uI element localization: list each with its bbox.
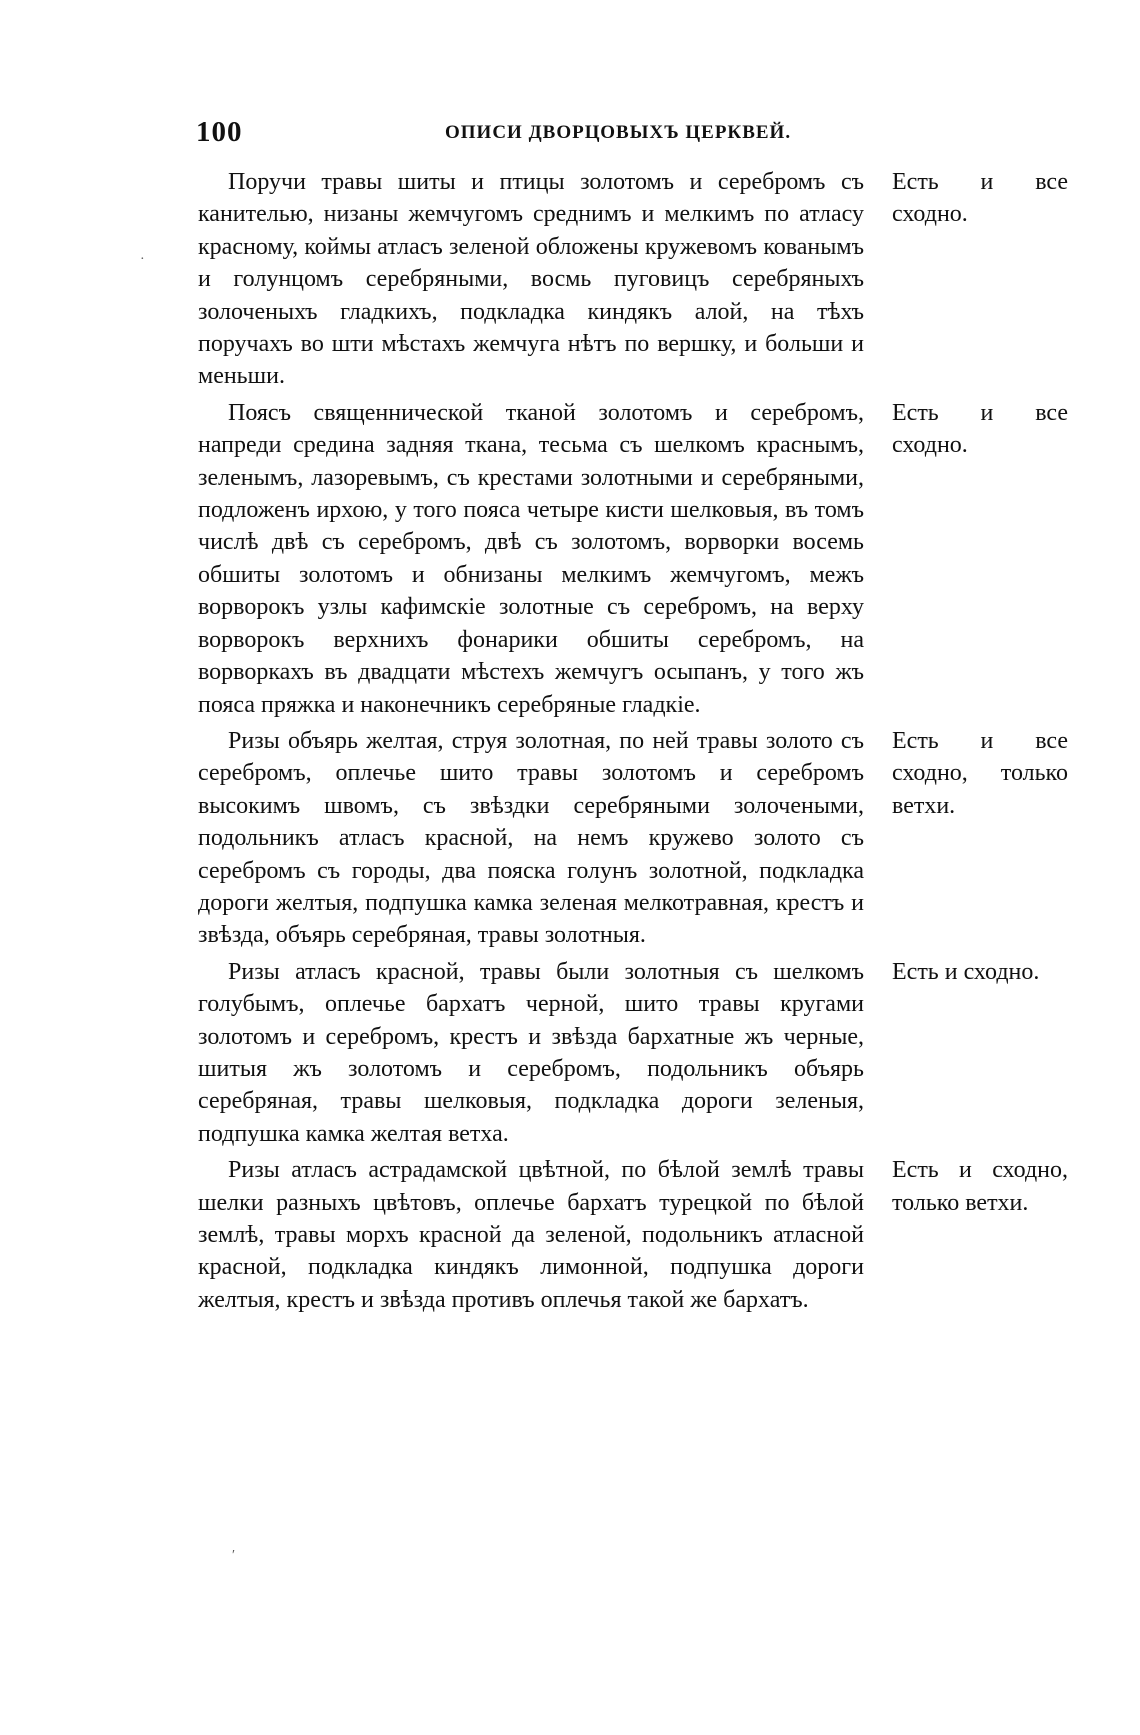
print-speck: · — [140, 252, 145, 267]
entry-verification-note: Есть и все сходно. — [892, 169, 1068, 228]
entry-verification-note: Есть и все сходно, только ветхи. — [892, 727, 1068, 819]
page-number: 100 — [196, 116, 243, 148]
inventory-entry — [198, 956, 1068, 1150]
entry-description: Ризы атласъ астрадамской цвѣтной, по бѣлой землѣ травы шелки разныхъ цвѣтовъ, оплечье бархатъ турецкой по бѣлой землѣ, травы морхъ красной да зеленой, подольникъ атласной красной, подкладка киндякъ лимонной, подпушка дороги желтыя, крестъ и звѣзда противъ оплечья такой же бархатъ. — [198, 1157, 864, 1313]
running-title: ОПИСИ ДВОРЦОВЫХЪ ЦЕРКВЕЙ. — [445, 122, 792, 143]
entry-description: Ризы объярь желтая, струя золотная, по ней травы золото съ серебромъ, оплечье шито травы золотомъ и серебромъ высокимъ швомъ, съ звѣздки серебряными золочеными, подольникъ атласъ красной, на немъ кружево золото съ серебромъ съ городы, два пояска голунъ золотной, подкладка дороги желтыя, подпушка камка зеленая мелкотравная, крестъ и звѣзда, объярь серебряная, травы золотныя. — [198, 727, 864, 949]
entry-description: Ризы атласъ красной, травы были золотныя съ шелкомъ голубымъ, оплечье бархатъ черной, шито травы кругами золотомъ и серебромъ, крестъ и звѣзда бархатные жъ черные, шитыя жъ золотомъ и серебромъ, подольникъ объярь серебряная, травы шелковыя, подкладка дороги зеленыя, подпушка камка желтая ветха. — [198, 958, 864, 1147]
entry-verification-note: Есть и все сходно. — [892, 399, 1068, 459]
entry-verification-note: Есть и сходно. — [892, 958, 1040, 985]
entry-description: Поясъ священнической тканой золотомъ и серебромъ, напреди средина задняя ткана, тесьма съ шелкомъ краснымъ, зеленымъ, лазоревымъ, съ крестами золотными и серебряными, подложенъ ирхою, у того пояса четыре кисти шелковыя, въ томъ числѣ двѣ съ серебромъ, двѣ съ золотомъ, ворворки восемь обшиты золотомъ и обнизаны мелкимъ жемчугомъ, межъ ворворокъ узлы кафимскіе золотные съ серебромъ, на верху ворворокъ верхнихъ фонарики обшиты серебромъ, на ворворкахъ въ двадцати мѣстехъ жемчугъ осыпанъ, у того жъ пояса пряжка и наконечникъ серебряные гладкіе. — [198, 399, 864, 718]
entry-verification-note: Есть и сходно, только ветхи. — [892, 1157, 1068, 1216]
inventory-entry — [198, 166, 1068, 393]
inventory-entry — [198, 397, 1068, 721]
entry-description: Поручи травы шиты и птицы золотомъ и серебромъ съ канителью, низаны жемчугомъ среднимъ и мелкимъ по атласу красному, коймы атласъ зеленой обложены кружевомъ кованымъ и голунцомъ серебряными, восмь пуговицъ серебряныхъ золоченыхъ гладкихъ, подкладка киндякъ алой, на тѣхъ поручахъ во шти мѣстахъ жемчуга нѣтъ по вершку, и больши и меньши. — [198, 169, 864, 390]
inventory-entries — [198, 166, 1068, 1320]
inventory-entry — [198, 1154, 1068, 1316]
inventory-entry — [198, 725, 1068, 952]
print-speck: ′ — [232, 1548, 236, 1563]
